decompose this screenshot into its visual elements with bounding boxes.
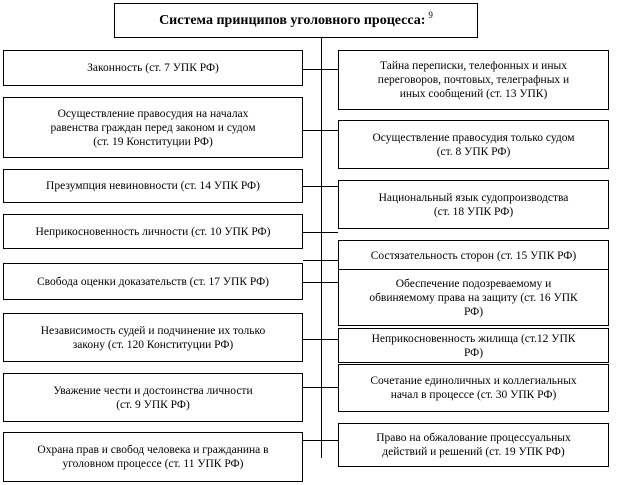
connector-line (303, 69, 338, 70)
principle-text: Свобода оценки доказательств (ст. 17 УПК РФ) (37, 275, 269, 288)
principle-box (3, 313, 303, 362)
principle-text: Осуществление правосудия только судом (ст. 8 УПК РФ) (372, 131, 575, 158)
principle-box (3, 432, 303, 482)
principle-box (338, 240, 609, 271)
connector-line (303, 260, 338, 261)
title-text: Система принципов уголовного процесса: (159, 12, 426, 28)
principle-text: Охрана прав и свобод человека и гражданина в уголовном процессе (ст. 11 УПК РФ) (37, 444, 269, 470)
diagram-title (114, 3, 478, 38)
principle-box (3, 263, 303, 300)
principle-box (338, 364, 609, 412)
principle-box (3, 97, 303, 158)
principle-text: Тайна переписки, телефонных и иных переговоров, почтовых, телеграфных и иных сообщений (ст. 13 УПК) (377, 60, 570, 100)
principle-box (338, 120, 609, 169)
principle-text: Неприкосновенность жилища (ст.12 УПК РФ) (371, 332, 576, 359)
principle-text: Сочетание единоличных и коллегиальных начал в процессе (ст. 30 УПК РФ) (370, 375, 577, 401)
principle-box (338, 50, 609, 110)
principle-box (338, 328, 609, 363)
connector-line (303, 339, 338, 340)
principle-text: Осуществление правосудия на началах равенства граждан перед законом и судом (ст. 19 Конституции РФ) (50, 107, 256, 148)
principle-text: Право на обжалование процессуальных действий и решений (ст. 19 УПК РФ) (376, 432, 571, 458)
principle-box (3, 169, 303, 203)
principle-box (338, 180, 609, 229)
principle-text: Обеспечение подозреваемому и обвиняемому права на защиту (ст. 16 УПК РФ) (369, 277, 578, 318)
principle-box (3, 373, 303, 422)
principle-text: Презумпция невиновности (ст. 14 УПК РФ) (46, 180, 260, 192)
principle-text: Неприкосновенность личности (ст. 10 УПК РФ) (35, 225, 271, 238)
principle-text: Законность (ст. 7 УПК РФ) (87, 62, 219, 74)
principle-box (3, 50, 303, 86)
principle-text: Национальный язык судопроизводства (ст. 18 УПК РФ) (378, 191, 569, 218)
principle-text: Независимость судей и подчинение их только закону (ст. 120 Конституции РФ) (40, 324, 266, 351)
trunk-line (321, 38, 322, 458)
principle-box (3, 214, 303, 249)
connector-line (303, 186, 338, 187)
principle-box (338, 423, 609, 467)
principle-text: Состязательность сторон (ст. 15 УПК РФ) (370, 249, 577, 262)
connector-line (303, 387, 338, 388)
principle-box (338, 269, 609, 326)
connector-line (303, 130, 338, 131)
connector-line (303, 232, 338, 233)
footnote-marker: 9 (428, 9, 433, 20)
connector-line (303, 440, 338, 441)
principle-text: Уважение чести и достоинства личности (ст. 9 УПК РФ) (53, 384, 253, 411)
connector-line (303, 282, 338, 283)
